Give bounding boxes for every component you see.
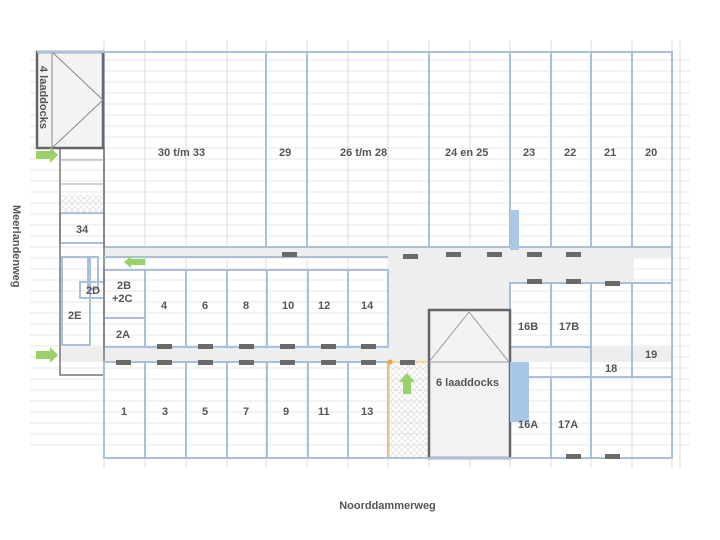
unit-label-13: 13 — [361, 406, 374, 418]
unit-label-10: 10 — [282, 300, 295, 312]
unit-label-2B: 2B — [117, 280, 132, 292]
corridor-upper — [104, 247, 672, 257]
bottom-units — [104, 362, 672, 458]
unit-block-17B[interactable] — [551, 283, 591, 347]
door-marker — [527, 279, 542, 284]
unit-label-2A: 2A — [116, 329, 131, 341]
door-marker — [157, 360, 172, 365]
unit-label-21: 21 — [604, 147, 617, 159]
unit-label-1: 1 — [121, 406, 128, 418]
hatch-zone-left — [61, 195, 103, 213]
dock-center-label: 6 laaddocks — [436, 377, 499, 389]
door-marker — [321, 344, 336, 349]
door-marker — [198, 344, 213, 349]
door-marker — [280, 344, 295, 349]
unit-block-19[interactable] — [632, 283, 672, 377]
unit-label-2D: 2D — [86, 285, 101, 297]
unit-block-bottom-right[interactable] — [591, 377, 672, 458]
unit-label-4: 4 — [161, 300, 168, 312]
unit-label-19: 19 — [645, 349, 658, 361]
unit-label-17B: 17B — [559, 321, 580, 333]
unit-block-17A[interactable] — [551, 377, 591, 458]
arrow-right-icon — [36, 347, 58, 363]
door-marker — [605, 454, 620, 459]
blue-block-lower — [510, 362, 529, 422]
unit-label-29: 29 — [279, 147, 292, 159]
unit-label-24-25: 24 en 25 — [445, 147, 489, 159]
unit-label-7: 7 — [243, 406, 250, 418]
unit-block-2E[interactable] — [62, 257, 90, 345]
door-marker — [487, 252, 502, 257]
unit-label-22: 22 — [564, 147, 577, 159]
unit-label-23: 23 — [523, 147, 536, 159]
unit-block-16B[interactable] — [510, 283, 551, 347]
unit-label-8: 8 — [243, 300, 250, 312]
door-marker — [400, 360, 415, 365]
door-marker — [566, 279, 581, 284]
blue-block-upper — [510, 210, 519, 250]
door-marker — [280, 360, 295, 365]
street-label-bottom: Noorddammerweg — [339, 500, 436, 512]
unit-label-9: 9 — [283, 406, 290, 418]
unit-label-12: 12 — [318, 300, 331, 312]
door-marker — [282, 252, 297, 257]
unit-label-17A: 17A — [558, 419, 579, 431]
door-marker — [446, 252, 461, 257]
corridors — [60, 247, 672, 458]
door-marker — [566, 454, 581, 459]
unit-label-6: 6 — [202, 300, 209, 312]
door-marker — [116, 360, 131, 365]
door-marker — [239, 360, 254, 365]
unit-label-16A: 16A — [518, 419, 539, 431]
unit-label-20: 20 — [645, 147, 658, 159]
unit-label-5: 5 — [202, 406, 209, 418]
unit-label-3: 3 — [162, 406, 169, 418]
unit-label-14: 14 — [361, 300, 374, 312]
door-marker — [566, 252, 581, 257]
door-marker — [198, 360, 213, 365]
unit-label-26-28: 26 t/m 28 — [340, 147, 388, 159]
unit-label-18: 18 — [605, 363, 618, 375]
door-marker — [157, 344, 172, 349]
corridor-lower — [60, 347, 672, 362]
unit-label-2C: +2C — [112, 293, 133, 305]
unit-label-2E: 2E — [68, 310, 82, 322]
door-marker — [239, 344, 254, 349]
street-label-left: Meerlandenweg — [10, 205, 22, 288]
door-marker — [361, 344, 376, 349]
door-marker — [321, 360, 336, 365]
arrow-right-icon — [36, 147, 58, 163]
unit-label-16B: 16B — [518, 321, 539, 333]
orange-marker — [388, 360, 393, 365]
door-marker — [605, 281, 620, 286]
door-marker — [361, 360, 376, 365]
door-marker — [527, 252, 542, 257]
unit-label-30-33: 30 t/m 33 — [158, 147, 206, 159]
unit-label-11: 11 — [318, 406, 330, 418]
unit-label-34: 34 — [76, 224, 89, 236]
dock-top-left-label: 4 laaddocks — [37, 66, 49, 129]
door-marker — [403, 254, 418, 259]
